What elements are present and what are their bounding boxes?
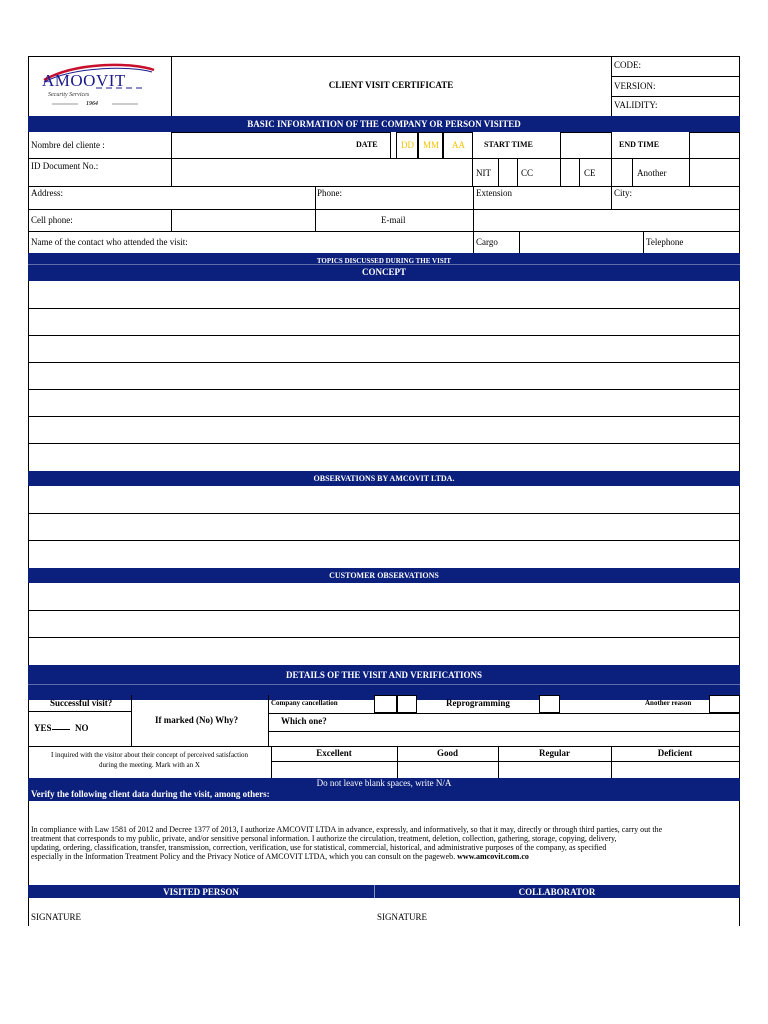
logo-year: 1964	[86, 101, 98, 107]
logo-subtitle: Security Services	[48, 92, 90, 98]
legal-line-4: especially in the Information Treatment Policy and the Privacy Notice of AMCOVIT LTDA, which you can consult on the pageweb.	[31, 852, 456, 861]
start-time-label: START TIME	[484, 140, 533, 149]
successful-visit-label: Successful visit?	[50, 698, 113, 708]
visited-signature-field[interactable]	[100, 902, 360, 924]
cc-checkbox[interactable]	[560, 158, 580, 187]
yes-mark-line[interactable]	[52, 729, 70, 730]
divider	[643, 231, 644, 253]
cell-phone-label: Cell phone:	[31, 215, 73, 225]
reprogramming-checkbox[interactable]	[539, 695, 560, 713]
cc-label: CC	[521, 168, 534, 178]
extension-label: Extension	[476, 188, 512, 198]
which-one-field[interactable]	[330, 713, 739, 731]
divider	[611, 76, 740, 77]
legal-line-4-wrap	[31, 852, 529, 861]
company-cancellation-checkbox-2[interactable]	[397, 695, 417, 713]
visited-signature-label: SIGNATURE	[31, 912, 82, 922]
legal-line-1: In compliance with Law 1581 of 2012 and Decree 1377 of 2013, I authorize AMCOVIT LTDA in advance, expressly, and informatively, so that it may, directly or through third parties, carry out the	[31, 825, 663, 834]
id-document-label: ID Document No.:	[31, 161, 99, 171]
date-day-field[interactable]	[396, 132, 418, 159]
excellent-mark-cell[interactable]	[272, 762, 397, 777]
no-blank-notice: Do not leave blank spaces, write N/A	[316, 778, 452, 788]
legal-line-3: updating, ordering, classification, transfer, transmission, correction, verification, use for statistical, commercial, historical, and administrative purposes of the company, as specified	[31, 843, 607, 852]
excellent-label: Excellent	[316, 748, 352, 758]
divider	[28, 209, 740, 210]
divider	[28, 746, 740, 747]
details-header: DETAILS OF THE VISIT AND VERIFICATIONS	[28, 665, 740, 700]
nit-checkbox[interactable]	[498, 158, 518, 187]
which-one-label: Which one?	[281, 716, 327, 726]
company-cancellation-label: Company cancellation	[271, 699, 338, 707]
another-reason-label: Another reason	[645, 699, 692, 707]
ce-label: CE	[584, 168, 596, 178]
company-logo	[36, 60, 166, 112]
end-time-label: END TIME	[619, 140, 660, 149]
collaborator-signature-label: SIGNATURE	[377, 912, 428, 922]
end-time-field[interactable]	[689, 132, 740, 159]
if-no-why-label: If marked (No) Why?	[155, 715, 239, 725]
address-label: Address:	[31, 188, 63, 198]
date-day-placeholder: DD	[401, 140, 414, 150]
divider	[519, 231, 520, 253]
legal-line-2: treatment that corresponds to my public, private, and/or sensitive personal information. I authorize the circulation, treatment, deletion, collection, gathering, storage, copying, delivery,	[31, 834, 617, 843]
date-month-field[interactable]	[418, 132, 443, 159]
divider	[473, 231, 474, 253]
another-id-label: Another	[637, 168, 667, 178]
concept-line	[29, 335, 739, 336]
nit-label: NIT	[476, 168, 491, 178]
code-label: CODE:	[614, 60, 641, 70]
date-month-placeholder: MM	[423, 140, 440, 150]
observation-line	[29, 540, 739, 541]
id-document-field[interactable]	[171, 158, 473, 187]
yes-label: YES	[34, 723, 52, 733]
validity-label: VALIDITY:	[614, 100, 658, 110]
date-label: DATE	[356, 140, 378, 149]
good-mark-cell[interactable]	[398, 762, 498, 777]
logo-text: AMOOVIT	[42, 71, 126, 90]
company-cancellation-checkbox[interactable]	[374, 695, 397, 713]
phone-label: Phone:	[317, 188, 343, 198]
city-label: City:	[614, 188, 633, 198]
divider	[374, 885, 375, 898]
observation-line	[29, 637, 739, 638]
no-label: NO	[75, 723, 89, 733]
divider	[315, 186, 316, 209]
divider	[28, 711, 131, 712]
client-name-label: Nombre del cliente :	[31, 140, 105, 150]
concept-title: CONCEPT	[361, 267, 406, 277]
reprogramming-label: Reprogramming	[446, 698, 510, 708]
deficient-label: Deficient	[657, 748, 693, 758]
collaborator-label: COLLABORATOR	[518, 886, 596, 897]
website-link[interactable]: www.amcovit.com.co	[457, 852, 529, 861]
ce-checkbox[interactable]	[611, 158, 633, 187]
form-title: CLIENT VISIT CERTIFICATE	[328, 80, 454, 90]
verification-bar	[28, 778, 740, 801]
deficient-mark-cell[interactable]	[612, 762, 739, 777]
amcovit-observations-area[interactable]	[29, 486, 739, 568]
divider	[131, 695, 132, 747]
divider	[28, 684, 740, 685]
regular-mark-cell[interactable]	[499, 762, 611, 777]
form-top-border	[28, 56, 740, 57]
divider	[171, 209, 172, 231]
email-label: E-mail	[381, 215, 406, 225]
divider	[28, 264, 740, 265]
divider	[28, 231, 740, 232]
version-label: VERSION:	[614, 81, 656, 91]
good-label: Good	[436, 748, 458, 758]
customer-observations-area[interactable]	[29, 583, 739, 665]
satisfaction-instruction-1: I inquired with the visitor about their concept of perceived satisfaction	[50, 751, 249, 759]
observation-line	[29, 513, 739, 514]
date-year-placeholder: AA	[452, 140, 465, 150]
divider	[268, 731, 740, 732]
verify-data-notice: Verify the following client data during the visit, among others:	[31, 789, 270, 799]
concept-line	[29, 416, 739, 417]
topics-title: TOPICS DISCUSSED DURING THE VISIT	[316, 257, 452, 265]
collaborator-signature-field[interactable]	[440, 902, 730, 924]
divider	[473, 186, 474, 209]
divider	[611, 186, 612, 209]
regular-label: Regular	[539, 748, 570, 758]
concept-line	[29, 362, 739, 363]
concept-line	[29, 389, 739, 390]
divider	[611, 56, 612, 116]
amcovit-observations-header: OBSERVATIONS BY AMCOVIT LTDA.	[28, 471, 740, 486]
concept-line	[29, 443, 739, 444]
divider	[315, 209, 316, 231]
another-reason-checkbox[interactable]	[709, 695, 740, 713]
visited-person-label: VISITED PERSON	[163, 886, 239, 897]
date-year-field[interactable]	[443, 132, 473, 159]
satisfaction-instruction-2: during the meeting. Mark with an X	[99, 761, 200, 769]
topics-header	[28, 253, 740, 281]
concept-line	[29, 308, 739, 309]
divider	[268, 695, 269, 747]
divider	[473, 209, 474, 231]
divider	[611, 96, 740, 97]
concept-area[interactable]	[29, 281, 739, 471]
another-id-field[interactable]	[689, 158, 740, 187]
basic-info-header: BASIC INFORMATION OF THE COMPANY OR PERSON VISITED	[28, 116, 740, 132]
contact-name-label: Name of the contact who attended the visit:	[31, 237, 188, 247]
observation-line	[29, 610, 739, 611]
signature-header	[28, 885, 740, 898]
telephone-label: Telephone	[646, 237, 684, 247]
customer-observations-header: CUSTOMER OBSERVATIONS	[28, 568, 740, 583]
cargo-label: Cargo	[476, 237, 498, 247]
start-time-field[interactable]	[560, 132, 612, 159]
